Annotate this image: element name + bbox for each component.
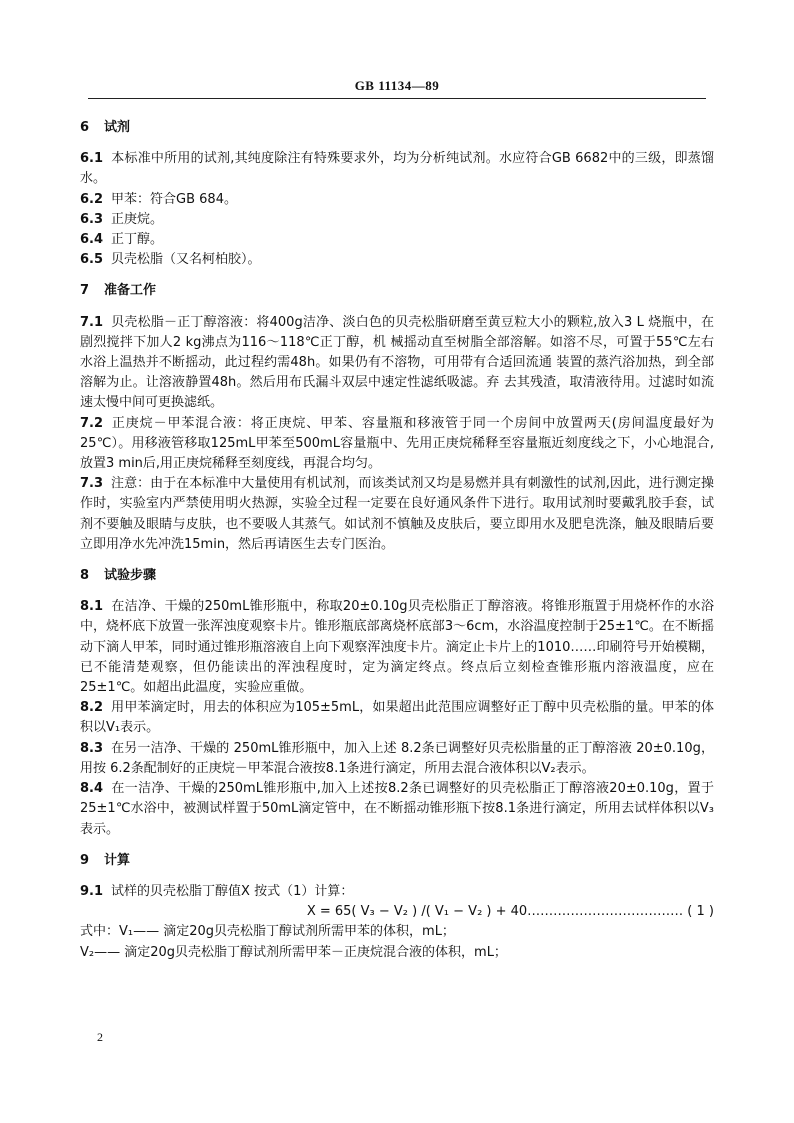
clause-6-3: 6.3 正庚烷。 — [80, 211, 164, 227]
clause-6-2: 6.2 甲苯：符合GB 684。 — [80, 191, 237, 207]
clause-8-3: 8.3 在另一洁净、干燥的 250mL锥形瓶中，加入上述 8.2条已调整好贝壳松脂量的正丁醇溶液 20±0.10g，用按 6.2条配制好的正庚烷－甲苯混合液按8.1条进行滴定，所用去混合液体积以V₂表示。 — [80, 740, 714, 776]
clause-8-2: 8.2 用甲苯滴定时，用去的体积应为105±5mL，如果超出此范围应调整好正丁醇中贝壳松脂的量。甲苯的体积以V₁表示。 — [80, 700, 714, 736]
clause-7-2: 7.2 正庚烷－甲苯混合液：将正庚烷、甲苯、容量瓶和移液管于同一个房间中放置两天(房间温度最好为25℃）。用移液管移取125mL甲苯至500mL容量瓶中、先用正庚烷稀释至容量瓶近刻度线之下，小心地混合,放置3 min后,用正庚烷稀释至刻度线，再混合均匀。 — [80, 415, 714, 472]
section-8 — [80, 566, 714, 840]
section-heading: 8 试验步骤 — [80, 568, 157, 584]
clause-6-5: 6.5 贝壳松脂（又名柯柏胶）。 — [80, 252, 261, 268]
document-body — [80, 118, 714, 963]
definition-v1: 式中：V₁—— 滴定20g贝壳松脂丁醇试剂所需甲苯的体积，mL； — [80, 924, 455, 940]
section-heading: 6 试剂 — [80, 120, 131, 135]
section-heading: 9 计算 — [80, 852, 131, 868]
section-6 — [80, 118, 714, 270]
formula-1: X = 65( V₃ − V₂ ) /( V₁ − V₂ ) + 40……………………………… ( 1 ) — [306, 904, 714, 920]
definition-v2: V₂—— 滴定20g贝壳松脂丁醇试剂所需甲苯－正庚烷混合液的体积，mL； — [80, 944, 507, 960]
clause-6-4: 6.4 正丁醇。 — [80, 232, 164, 248]
clause-6-1: 6.1 本标准中所用的试剂,其纯度除注有特殊要求外，均为分析纯试剂。水应符合GB 6682中的三级，即蒸馏水。 — [80, 151, 714, 187]
clause-8-4: 8.4 在一洁净、干燥的250mL锥形瓶中,加入上述按8.2条已调整好的贝壳松脂正丁醇溶液20±0.10g，置于25±1℃水浴中，被测试样置于50mL滴定管中，在不断摇动锥形瓶下按8.1条进行滴定，所用去试样体积以V₃表示。 — [80, 781, 714, 837]
header-rule — [88, 98, 706, 99]
clause-7-1: 7.1 贝壳松脂－正丁醇溶液：将400g洁净、淡白色的贝壳松脂研磨至黄豆粒大小的颗粒,放入3 L 烧瓶中，在剧烈搅拌下加人2 kg沸点为116～118℃正丁醇，机 械摇动直至树脂全部溶解。如溶不尽，可置于55℃左右水浴上温热并不断摇动，此过程约需48h。如果仍有不溶物，可用带有合适回流通 装置的蒸汽浴加热，到全部溶解为止。让溶液静置48h。然后用布氏漏斗双层中速定性滤纸吸滤。弃 去其残渣，取清液待用。过滤时如流速太慢中间可更换滤纸。 — [80, 314, 714, 411]
clause-8-1: 8.1 在洁净、干燥的250mL锥形瓶中，称取20±0.10g贝壳松脂正丁醇溶液。将锥形瓶置于用烧杯作的水浴中，烧杯底下放置一张浑浊度观察卡片。锥形瓶底部离烧杯底部3～6cm，水浴温度控制于25±1℃。在不断摇动下滴人甲苯，同时通过锥形瓶溶液自上向下观察浑浊度卡片。滴定止卡片上的1010……印刷符号开始模糊，已不能清楚观察，但仍能读出的浑浊程度时，定为滴定终点。终点后立刻检查锥形瓶内溶液温度，应在25±1℃。如超出此温度，实验应重做。 — [80, 599, 714, 696]
section-7 — [80, 281, 714, 555]
section-9 — [80, 851, 714, 963]
section-heading: 7 准备工作 — [80, 283, 157, 299]
clause-9-1: 9.1 试样的贝壳松脂丁醇值X 按式（1）计算： — [80, 883, 354, 899]
clause-7-3: 7.3 注意：由于在本标准中大量使用有机试剂，而该类试剂又均是易燃并具有刺激性的试剂,因此，进行测定操作时，实验室内严禁使用明火热源，实验全过程一定要在良好通风条件下进行。取用试剂时要戴乳胶手套，试剂不要触及眼睛与皮肤，也不要吸人其蒸气。如试剂不慎触及皮肤后，要立即用水及肥皂洗涤，触及眼睛后要立即用净水先冲洗15min，然后再请医生去专门医治。 — [80, 476, 714, 552]
document-header: GB 11134—89 — [354, 78, 440, 93]
page-number: 2 — [97, 1030, 103, 1044]
